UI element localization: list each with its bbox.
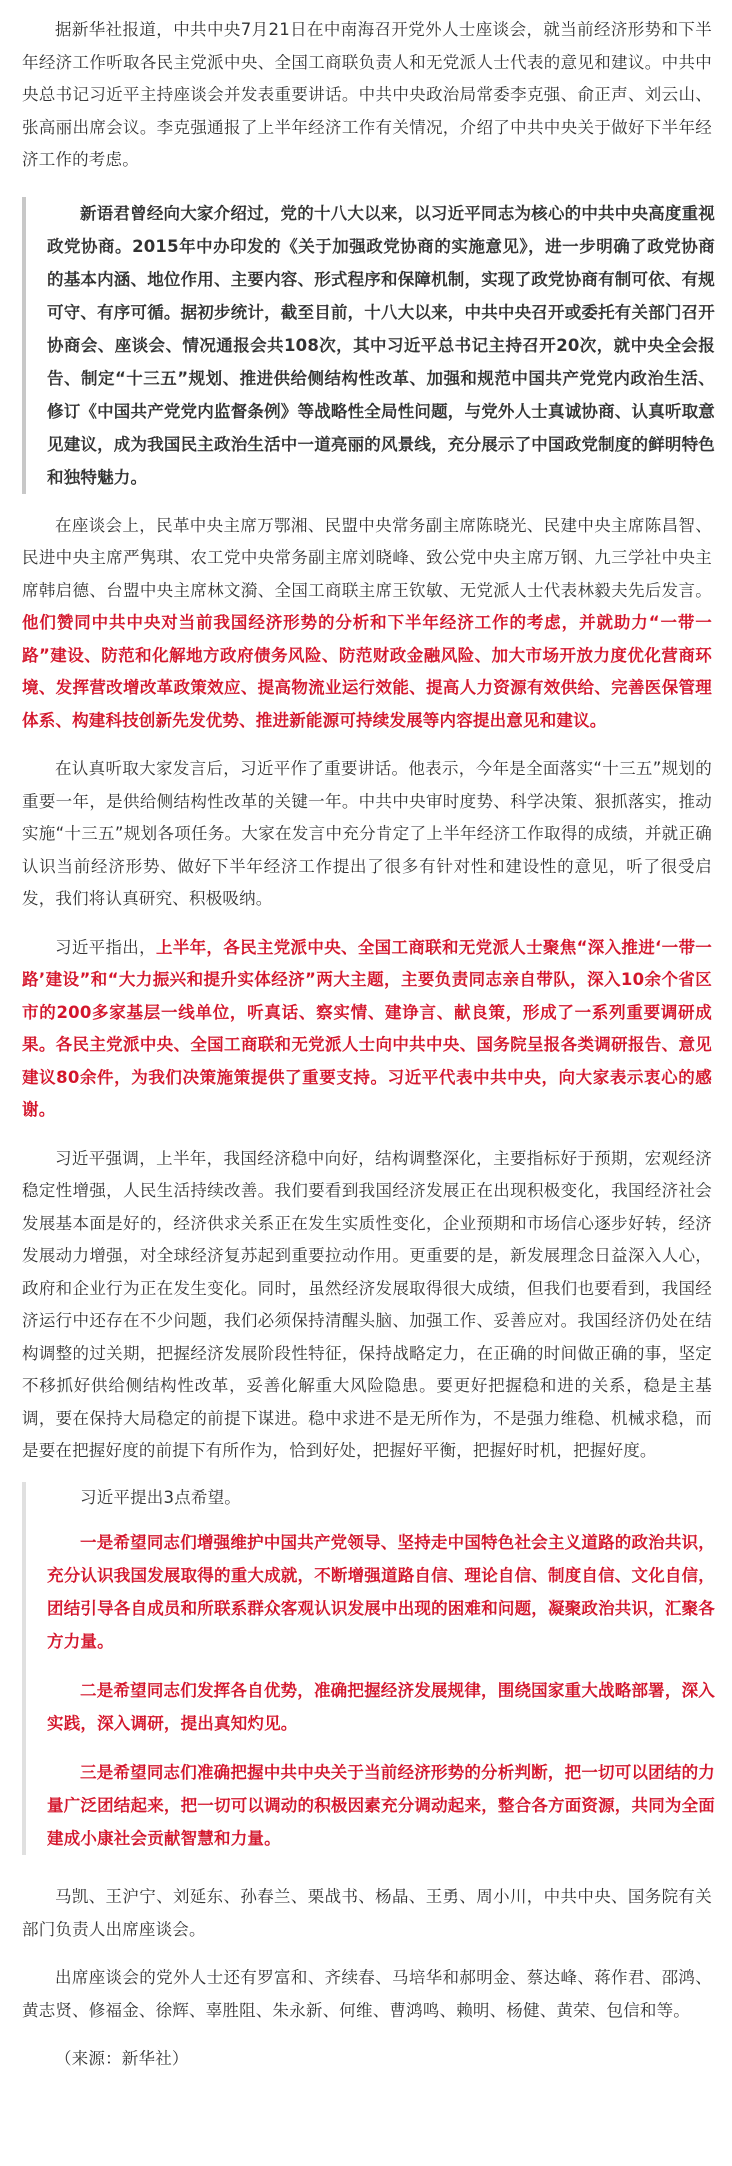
hopes-intro: 习近平提出3点希望。 <box>80 1487 241 1507</box>
research-highlight: 上半年，各民主党派中央、全国工商联和无党派人士聚焦“深入推进‘一带一路’建设”和“大力振兴和提升实体经济”两大主题，主要负责同志亲自带队，深入10余个省区市的200多家基层一线单位，听真话、察实情、建诤言、献良策，形成了一系列重要调研成果。各民主党派中央、全国工商联和无党派人士向中共中央、国务院呈报各类调研报告、意见建议80余件，为我们决策施策提供了重要支持。习近平代表中共中央，向大家表示衷心的感谢。 <box>22 937 712 1119</box>
non-party-attendees-paragraph: 出席座谈会的党外人士还有罗富和、齐续春、马培华和郝明金、蔡达峰、蒋作君、邵鸿、黄志贤、修福金、徐辉、辜胜阻、朱永新、何维、曹鸿鸣、赖明、杨健、黄荣、包信和等。 <box>22 1968 712 2020</box>
hope-one: 一是希望同志们增强维护中国共产党领导、坚持走中国特色社会主义道路的政治共识，充分认识我国发展取得的重大成就，不断增强道路自信、理论自信、制度自信、文化自信，团结引导各自成员和所联系群众客观认识发展中出现的困难和问题，凝聚政治共识，汇聚各方力量。 <box>47 1533 715 1651</box>
article-body <box>22 14 715 2076</box>
research-lead-text: 习近平指出， <box>55 937 156 957</box>
speakers-paragraph <box>22 510 712 738</box>
three-hopes-blockquote <box>22 1482 715 1856</box>
source-credit: （来源：新华社） <box>55 2049 189 2068</box>
speakers-suggestions-highlight: 他们赞同中共中央对当前我国经济形势的分析和下半年经济工作的考虑，并就助力“一带一路”建设、防范和化解地方政府债务风险、防范财政金融风险、加大市场开放力度优化营商环境、发挥营改增改革政策效应、提高物流业运行效能、提高人力资源有效供给、完善医保管理体系、构建科技创新先发优势、推进新能源可持续发展等内容提出意见和建议。 <box>22 613 712 730</box>
editor-note-blockquote <box>22 197 715 494</box>
hope-three: 三是希望同志们准确把握中共中央关于当前经济形势的分析判断，把一切可以团结的力量广泛团结起来，把一切可以调动的积极因素充分调动起来，整合各方面资源，共同为全面建成小康社会贡献智慧和力量。 <box>47 1763 715 1848</box>
attendees-paragraph: 马凯、王沪宁、刘延东、孙春兰、栗战书、杨晶、王勇、周小川，中共中央、国务院有关部门负责人出席座谈会。 <box>22 1887 712 1939</box>
lead-paragraph: 据新华社报道，中共中央7月21日在中南海召开党外人士座谈会，就当前经济形势和下半年经济工作听取各民主党派中央、全国工商联负责人和无党派人士代表的意见和建议。中共中央总书记习近平主持座谈会并发表重要讲话。中共中央政治局常委李克强、俞正声、刘云山、张高丽出席会议。李克强通报了上半年经济工作有关情况，介绍了中共中央关于做好下半年经济工作的考虑。 <box>22 20 712 169</box>
hope-two: 二是希望同志们发挥各自优势，准确把握经济发展规律，围绕国家重大战略部署，深入实践，深入调研，提出真知灼见。 <box>47 1681 715 1733</box>
speech-intro-paragraph: 在认真听取大家发言后，习近平作了重要讲话。他表示，今年是全面落实“十三五”规划的重要一年，是供给侧结构性改革的关键一年。中共中央审时度势、科学决策、狠抓落实，推动实施“十三五”规划各项任务。大家在发言中充分肯定了上半年经济工作取得的成绩，并就正确认识当前经济形势、做好下半年经济工作提出了很多有针对性和建设性的意见，听了很受启发，我们将认真研究、积极吸纳。 <box>22 759 712 908</box>
economy-paragraph: 习近平强调，上半年，我国经济稳中向好，结构调整深化，主要指标好于预期，宏观经济稳定性增强，人民生活持续改善。我们要看到我国经济发展正在出现积极变化，我国经济社会发展基本面是好的，经济供求关系正在发生实质性变化，企业预期和市场信心逐步好转，经济发展动力增强，对全球经济复苏起到重要拉动作用。更重要的是，新发展理念日益深入人心，政府和企业行为正在发生变化。同时，虽然经济发展取得很大成绩，但我们也要看到，我国经济运行中还存在不少问题，我们必须保持清醒头脑、加强工作、妥善应对。我国经济仍处在结构调整的过关期，把握经济发展阶段性特征，保持战略定力，在正确的时间做正确的事，坚定不移抓好供给侧结构性改革，妥善化解重大风险隐患。要更好把握稳和进的关系，稳是主基调，要在保持大局稳定的前提下谋进。稳中求进不是无所作为，不是强力维稳、机械求稳，而是要在把握好度的前提下有所作为，恰到好处，把握好平衡，把握好时机，把握好度。 <box>22 1148 712 1460</box>
editor-note-text: 新语君曾经向大家介绍过，党的十八大以来，以习近平同志为核心的中共中央高度重视政党协商。2015年中办印发的《关于加强政党协商的实施意见》，进一步明确了政党协商的基本内涵、地位作用、主要内容、形式程序和保障机制，实现了政党协商有制可依、有规可守、有序可循。据初步统计，截至目前，十八大以来，中共中央召开或委托有关部门召开协商会、座谈会、情况通报会共108次，其中习近平总书记主持召开20次，就中央全会报告、制定“十三五”规划、推进供给侧结构性改革、加强和规范中国共产党党内政治生活、修订《中国共产党党内监督条例》等战略性全局性问题，与党外人士真诚协商、认真听取意见建议，成为我国民主政治生活中一道亮丽的风景线，充分展示了中国政党制度的鲜明特色和独特魅力。 <box>47 203 715 487</box>
research-paragraph <box>22 932 712 1127</box>
speakers-list-text: 在座谈会上，民革中央主席万鄂湘、民盟中央常务副主席陈晓光、民建中央主席陈昌智、民进中央主席严隽琪、农工党中央常务副主席刘晓峰、致公党中央主席万钢、九三学社中央主席韩启德、台盟中央主席林文漪、全国工商联主席王钦敏、无党派人士代表林毅夫先后发言。 <box>22 515 712 600</box>
